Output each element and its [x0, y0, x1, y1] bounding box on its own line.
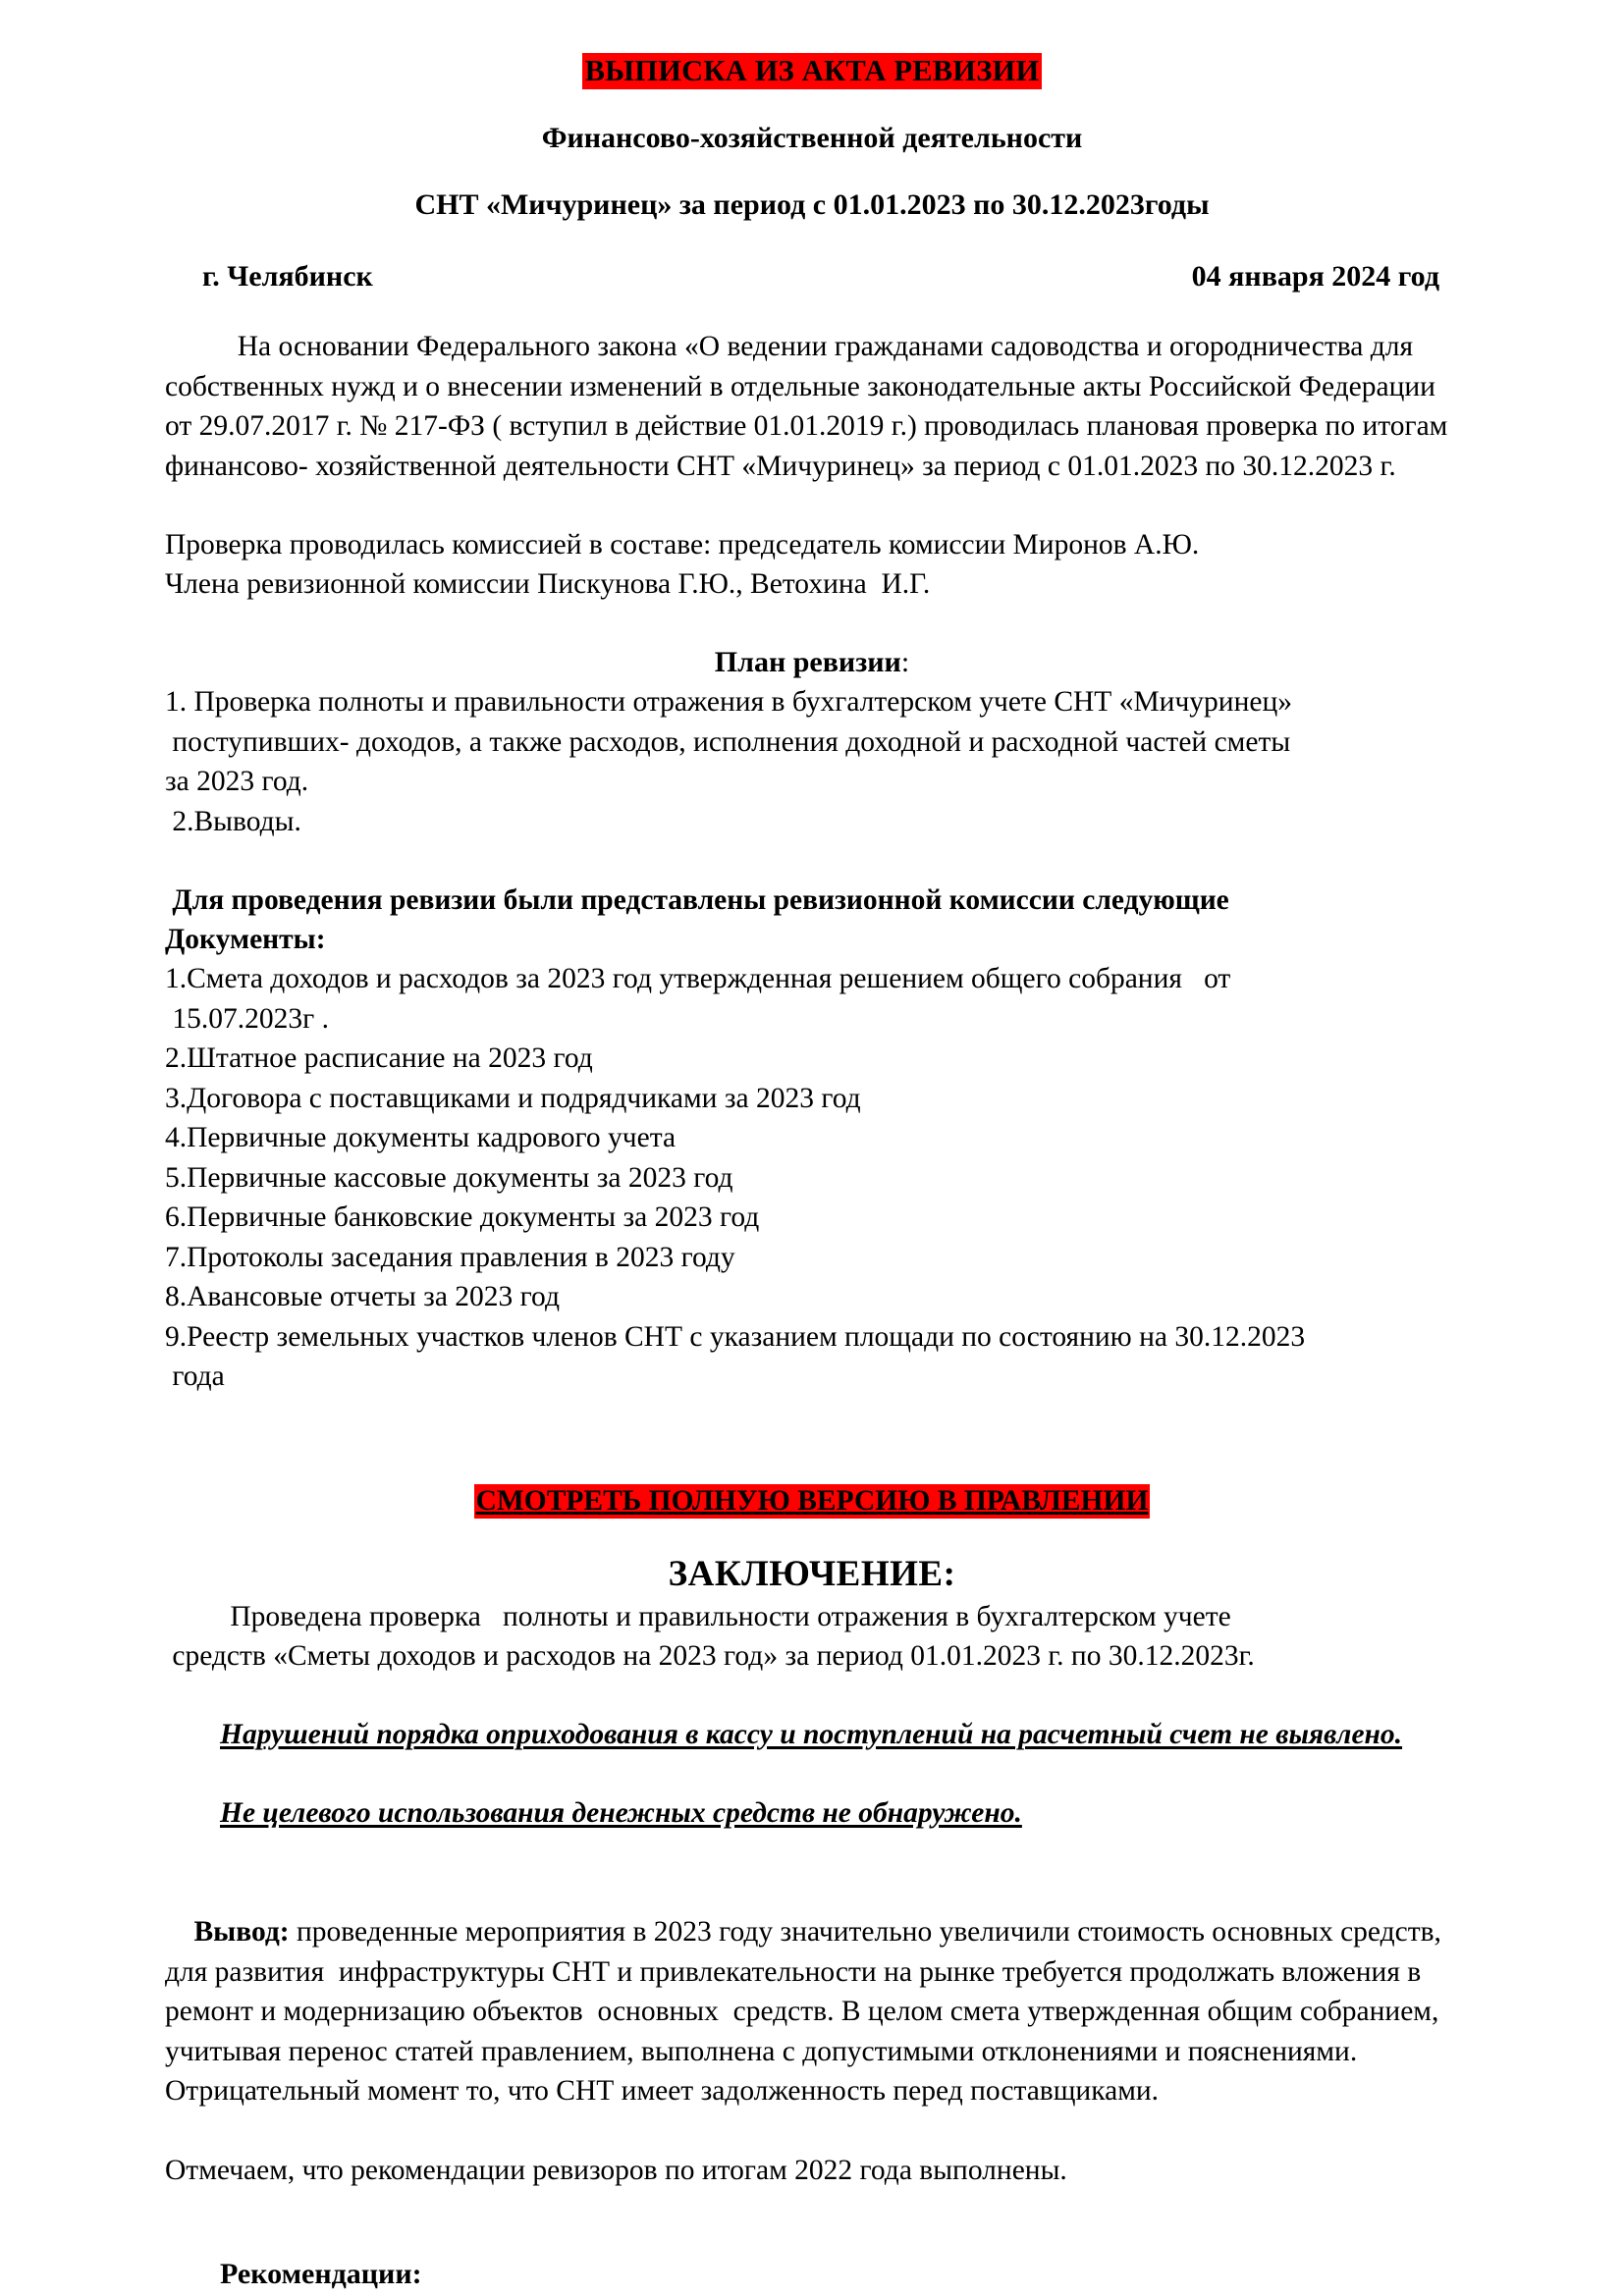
plan-item: поступивших- доходов, а также расходов, исполнения доходной и расходной частей сметы — [165, 725, 1291, 758]
document-title-row — [165, 51, 1459, 90]
document-list-item: 5.Первичные кассовые документы за 2023 год — [165, 1161, 733, 1194]
commission-line-1: Проверка проводилась комиссией в составе: председатель комиссии Миронов А.Ю. — [165, 529, 1200, 561]
city-label: г. Челябинск — [202, 260, 373, 293]
plan-heading-row — [165, 643, 1459, 682]
document-subtitle-1: Финансово-хозяйственной деятельности — [541, 122, 1083, 154]
plan-item: за 2023 год. — [165, 766, 309, 797]
verdict-label: Вывод: — [193, 1916, 290, 1948]
document-list-item: 6.Первичные банковские документы за 2023 год — [165, 1201, 760, 1233]
document-list-item: 9.Реестр земельных участков членов СНТ с указанием площади по состоянию на 30.12.2023 — [165, 1320, 1306, 1353]
document-list-item: 15.07.2023г . — [165, 1002, 329, 1035]
full-version-banner-row — [165, 1481, 1459, 1521]
documents-intro-line-2: Документы: — [165, 924, 326, 955]
verdict-note: Отмечаем, что рекомендации ревизоров по итогам 2022 года выполнены. — [165, 2155, 1067, 2186]
plan-item: 2.Выводы. — [165, 805, 301, 837]
plan-heading: План ревизии — [714, 646, 901, 678]
document-list-item: 4.Первичные документы кадрового учета — [165, 1122, 677, 1153]
conclusion-paragraph-line-1: Проведена проверка полноты и правильности отражения в бухгалтерском учете — [165, 1600, 1231, 1632]
city-date-row — [165, 257, 1459, 296]
document-list-item: года — [165, 1361, 225, 1392]
commission-line-2: Члена ревизионной комиссии Пискунова Г.Ю., Ветохина И.Г. — [165, 568, 931, 600]
page-title: ВЫПИСКА ИЗ АКТА РЕВИЗИИ — [582, 53, 1043, 89]
conclusion-statement-no-misuse: Не целевого использования денежных средств не обнаружено. — [220, 1797, 1022, 1829]
document-list-item: 1.Смета доходов и расходов за 2023 год утвержденная решением общего собрания от — [165, 963, 1231, 994]
document-list-item: 3.Договора с поставщиками и подрядчиками за 2023 год — [165, 1082, 861, 1114]
conclusion-paragraph-line-2: средств «Сметы доходов и расходов на 2023 год» за период 01.01.2023 г. по 30.12.2023г. — [165, 1639, 1255, 1672]
document-list-item: 2.Штатное расписание на 2023 год — [165, 1042, 593, 1074]
intro-paragraph: На основании Федерального закона «О ведении гражданами садоводства и огородничества для собственных нужд и о внесении изменений в отдельные законодательные акты Российской Федерации от 29.07.2017 г. № 217-ФЗ ( вступил в действие 01.01.2019 г.) проводилась плановая проверка по итогам финансово- хозяйственной деятельности СНТ «Мичуринец» за период с 01.01.2023 по 30.12.2023 г. — [165, 331, 1455, 482]
document-subtitle-2: СНТ «Мичуринец» за период с 01.01.2023 по 30.12.2023годы — [414, 188, 1210, 221]
document-list-item: 8.Авансовые отчеты за 2023 год — [165, 1281, 560, 1312]
date-label: 04 января 2024 год — [1191, 260, 1439, 293]
recommendations-heading: Рекомендации: — [220, 2258, 422, 2290]
conclusion-statement-no-violations: Нарушений порядка оприходования в кассу и поступлений на расчетный счет не выявлено. — [220, 1718, 1403, 1750]
plan-item: 1. Проверка полноты и правильности отражения в бухгалтерском учете СНТ «Мичуринец» — [165, 686, 1293, 718]
conclusion-heading: ЗАКЛЮЧЕНИЕ: — [668, 1553, 956, 1594]
document-list-item: 7.Протоколы заседания правления в 2023 году — [165, 1241, 735, 1273]
documents-intro-line-1: Для проведения ревизии были представлены ревизионной комиссии следующие — [165, 884, 1229, 916]
plan-heading-colon: : — [900, 646, 910, 678]
full-version-banner: СМОТРЕТЬ ПОЛНУЮ ВЕРСИЮ В ПРАВЛЕНИИ — [475, 1484, 1149, 1517]
verdict-paragraph — [165, 1873, 1459, 2152]
verdict-body: проведенные мероприятия в 2023 году значительно увеличили стоимость основных средств, для развития инфраструктуры СНТ и привлекательности на рынке требуется продолжать вложения в ремонт и модернизацию объектов основных средств. В целом смета утвержденная общим собранием, учитывая перенос статей правлением, выполнена с допустимыми отклонениями и пояснениями. Отрицательный момент то, что СНТ имеет задолженность перед поставщиками. — [165, 1916, 1456, 2107]
